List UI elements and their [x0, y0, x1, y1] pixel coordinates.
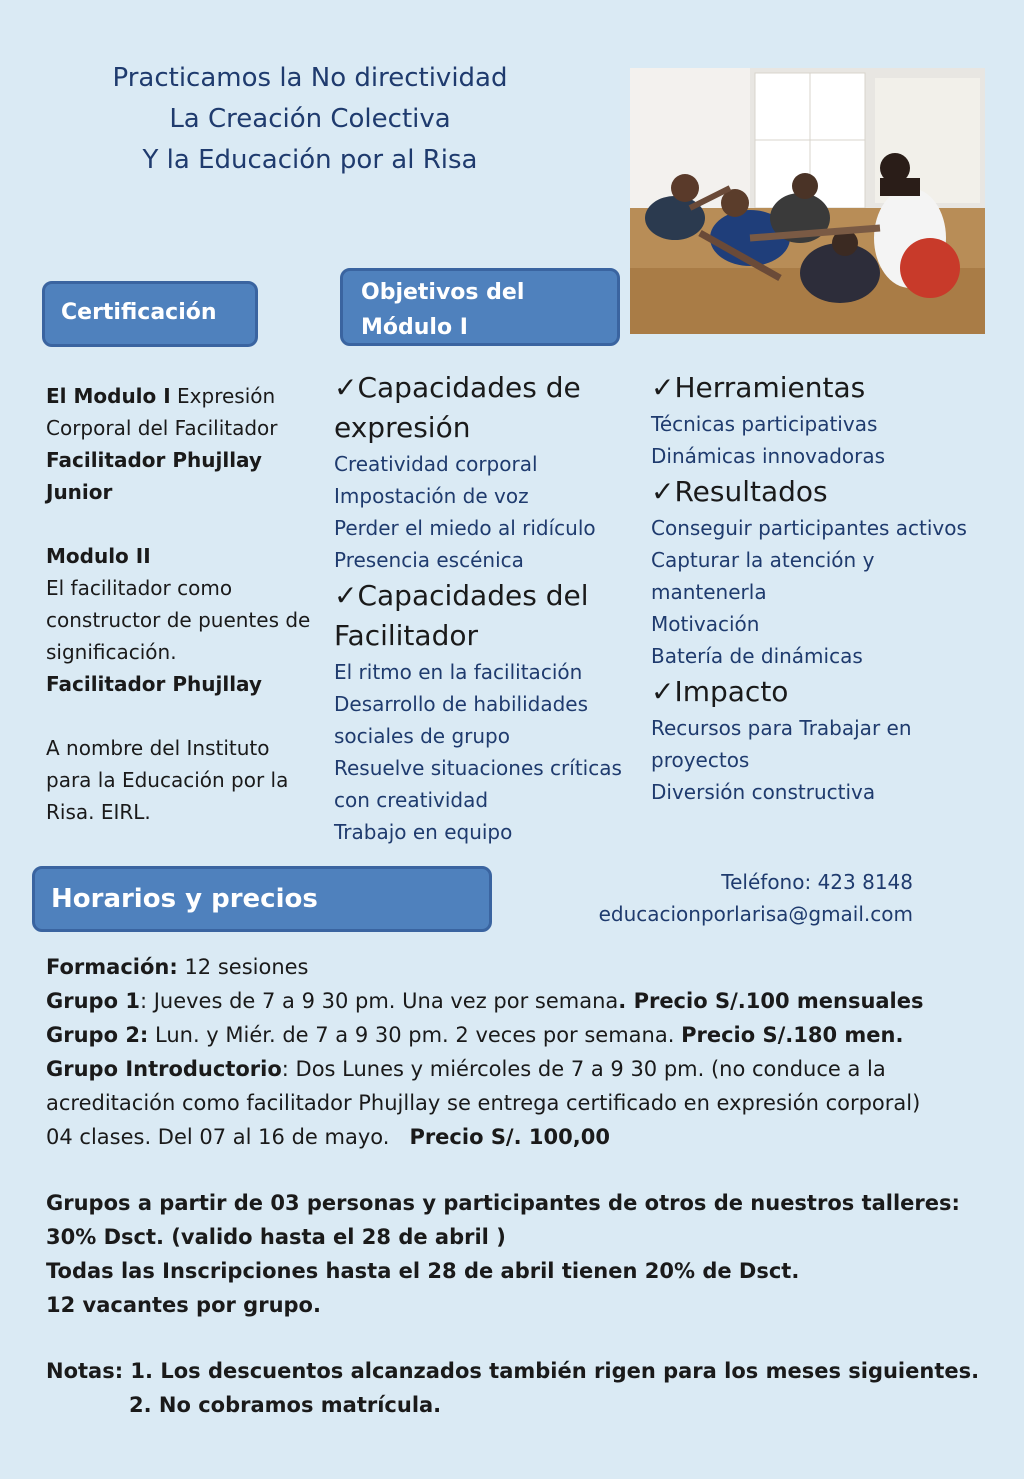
- impacto-heading-text: Impacto: [674, 675, 789, 708]
- grupo-2-text: Lun. y Miér. de 7 a 9 30 pm. 2 veces por semana.: [148, 1023, 682, 1047]
- grupo-2-line: [46, 1018, 986, 1052]
- email-text: educacionporlarisa@gmail.com: [598, 902, 913, 926]
- check-icon: ✓: [651, 371, 675, 404]
- herramientas-heading: [651, 368, 981, 408]
- list-item: Dinámicas innovadoras: [651, 444, 886, 468]
- workshop-photo: [630, 68, 985, 334]
- list-item: Conseguir participantes activos: [651, 516, 967, 540]
- objetivos-heading-line-2: Módulo I: [361, 315, 468, 340]
- horarios-section: [46, 950, 986, 1422]
- herramientas-column: [651, 368, 981, 808]
- descuento-inscripciones: Todas las Inscripciones hasta el 28 de abril tienen 20% de Dsct.: [46, 1259, 800, 1283]
- title-line-2: La Creación Colectiva: [169, 104, 451, 134]
- objetivos-heading-line-1: Objetivos del: [361, 280, 525, 305]
- grupo-2-price: Precio S/.180 men.: [681, 1023, 904, 1047]
- check-icon: ✓: [651, 475, 675, 508]
- grupo-introductorio-text: : Dos Lunes y miércoles de 7 a 9 30 pm. (no conduce a la acreditación como facilitador Phujllay se entrega certificado en expresión corporal): [46, 1057, 921, 1115]
- objetivos-heading: [340, 268, 620, 346]
- check-icon: ✓: [334, 579, 358, 612]
- list-item: Capturar la atención y mantenerla: [651, 548, 875, 604]
- contact-info: [560, 866, 913, 930]
- list-item: Diversión constructiva: [651, 780, 876, 804]
- list-item: El ritmo en la facilitación: [334, 660, 583, 684]
- nota-2: 2. No cobramos matrícula.: [129, 1393, 442, 1417]
- list-item: Creatividad corporal: [334, 452, 538, 476]
- descuento-grupos: Grupos a partir de 03 personas y participantes de otros de nuestros talleres: 30% Dsct. (valido hasta el 28 de abril ): [46, 1191, 960, 1249]
- grupo-2-label: Grupo 2:: [46, 1023, 149, 1047]
- list-item: Resuelve situaciones críticas con creatividad: [334, 756, 622, 812]
- cap-facilitador-heading-text: Capacidades del Facilitador: [334, 579, 589, 652]
- workshop-photo-illustration: [630, 68, 985, 334]
- modulo-1-description: Expresión Corporal del Facilitador: [46, 384, 278, 440]
- modulo-2-description: El facilitador como constructor de puentes de significación.: [46, 576, 311, 664]
- modulo-2-label: Modulo II: [46, 544, 151, 568]
- cap-expresion-heading: [334, 368, 644, 448]
- clases-text: 04 clases. Del 07 al 16 de mayo.: [46, 1125, 410, 1149]
- herramientas-heading-text: Herramientas: [674, 371, 866, 404]
- grupo-introductorio-line: [46, 1052, 986, 1120]
- spacer: [46, 1154, 986, 1186]
- check-icon: ✓: [651, 675, 675, 708]
- list-item: Técnicas participativas: [651, 412, 878, 436]
- vacantes-text: 12 vacantes por grupo.: [46, 1293, 321, 1317]
- list-item: Presencia escénica: [334, 548, 524, 572]
- grupo-introductorio-clases: [46, 1120, 986, 1154]
- grupo-introductorio-price: Precio S/. 100,00: [409, 1125, 610, 1149]
- modulo-1-text: [46, 380, 316, 444]
- modulo-2-title: Facilitador Phujllay: [46, 672, 262, 696]
- resultados-heading-text: Resultados: [674, 475, 828, 508]
- grupo-1-line: [46, 984, 986, 1018]
- list-item: Recursos para Trabajar en proyectos: [651, 716, 912, 772]
- grupo-introductorio-label: Grupo Introductorio: [46, 1057, 282, 1081]
- formacion-line: [46, 950, 986, 984]
- title-line-3: Y la Educación por al Risa: [142, 145, 478, 175]
- formacion-label: Formación:: [46, 955, 178, 979]
- grupo-1-price: . Precio S/.100 mensuales: [618, 989, 924, 1013]
- grupo-1-text: : Jueves de 7 a 9 30 pm. Una vez por semana: [139, 989, 619, 1013]
- modulo-1-title: Facilitador Phujllay Junior: [46, 448, 262, 504]
- cap-expresion-heading-text: Capacidades de expresión: [334, 371, 581, 444]
- nota-1: Notas: 1. Los descuentos alcanzados también rigen para los meses siguientes.: [46, 1359, 980, 1383]
- list-item: Impostación de voz: [334, 484, 529, 508]
- resultados-heading: [651, 472, 981, 512]
- check-icon: ✓: [334, 371, 358, 404]
- list-item: Perder el miedo al ridículo: [334, 516, 596, 540]
- horarios-heading: Horarios y precios: [32, 866, 492, 932]
- objetivos-column: [334, 368, 644, 848]
- impacto-heading: [651, 672, 981, 712]
- list-item: Motivación: [651, 612, 760, 636]
- grupo-1-label: Grupo 1: [46, 989, 140, 1013]
- list-item: Trabajo en equipo: [334, 820, 513, 844]
- modulo-1-label: El Modulo I: [46, 384, 171, 408]
- list-item: Batería de dinámicas: [651, 644, 863, 668]
- formacion-text: 12 sesiones: [177, 955, 309, 979]
- cap-facilitador-heading: [334, 576, 644, 656]
- certificacion-heading: Certificación: [42, 281, 258, 347]
- instituto-text: A nombre del Instituto para la Educación por la Risa. EIRL.: [46, 736, 289, 824]
- list-item: Desarrollo de habilidades sociales de grupo: [334, 692, 589, 748]
- phone-text: Teléfono: 423 8148: [721, 870, 913, 894]
- page-title: [60, 58, 560, 181]
- spacer: [46, 1322, 986, 1354]
- certificacion-column: [46, 380, 316, 828]
- title-line-1: Practicamos la No directividad: [112, 63, 508, 93]
